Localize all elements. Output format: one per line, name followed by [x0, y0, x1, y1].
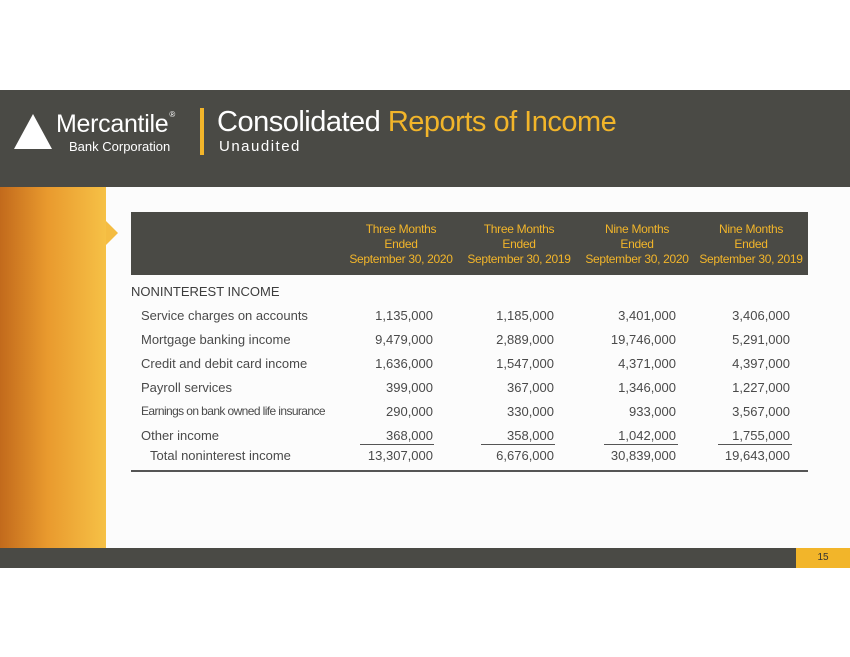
table-row: Earnings on bank owned life insurance 290,000 330,000 933,000 3,567,000	[141, 404, 790, 419]
arrow-icon	[106, 221, 118, 245]
table-row: Mortgage banking income 9,479,000 2,889,000 19,746,000 5,291,000	[141, 332, 790, 347]
page-title: Consolidated Reports of Income	[217, 106, 617, 138]
subtotal-underline	[604, 444, 678, 445]
title-divider	[200, 108, 204, 155]
footer-bar	[0, 548, 850, 568]
left-accent-bar	[0, 187, 106, 548]
subtotal-underline	[360, 444, 434, 445]
total-row: Total noninterest income 13,307,000 6,676,000 30,839,000 19,643,000	[150, 448, 790, 463]
subtotal-underline	[481, 444, 555, 445]
table-row: Payroll services 399,000 367,000 1,346,000 1,227,000	[141, 380, 790, 395]
column-header: Nine Months Ended September 30, 2020	[585, 222, 689, 266]
subtotal-underline	[718, 444, 792, 445]
logo-name: Mercantile®	[56, 110, 175, 138]
table-row: Service charges on accounts 1,135,000 1,185,000 3,401,000 3,406,000	[141, 308, 790, 323]
logo-triangle-icon	[14, 114, 52, 149]
table-bottom-rule	[131, 470, 808, 472]
table-row: Other income 368,000 358,000 1,042,000 1,755,000	[141, 428, 790, 443]
table-row: Credit and debit card income 1,636,000 1,547,000 4,371,000 4,397,000	[141, 356, 790, 371]
logo-subtitle: Bank Corporation	[69, 139, 171, 154]
column-header: Three Months Ended September 30, 2020	[349, 222, 453, 266]
column-header: Nine Months Ended September 30, 2019	[699, 222, 803, 266]
page-subtitle: Unaudited	[219, 138, 301, 155]
column-header: Three Months Ended September 30, 2019	[467, 222, 571, 266]
page-number: 15	[796, 548, 850, 568]
section-label: NONINTEREST INCOME	[131, 284, 280, 299]
